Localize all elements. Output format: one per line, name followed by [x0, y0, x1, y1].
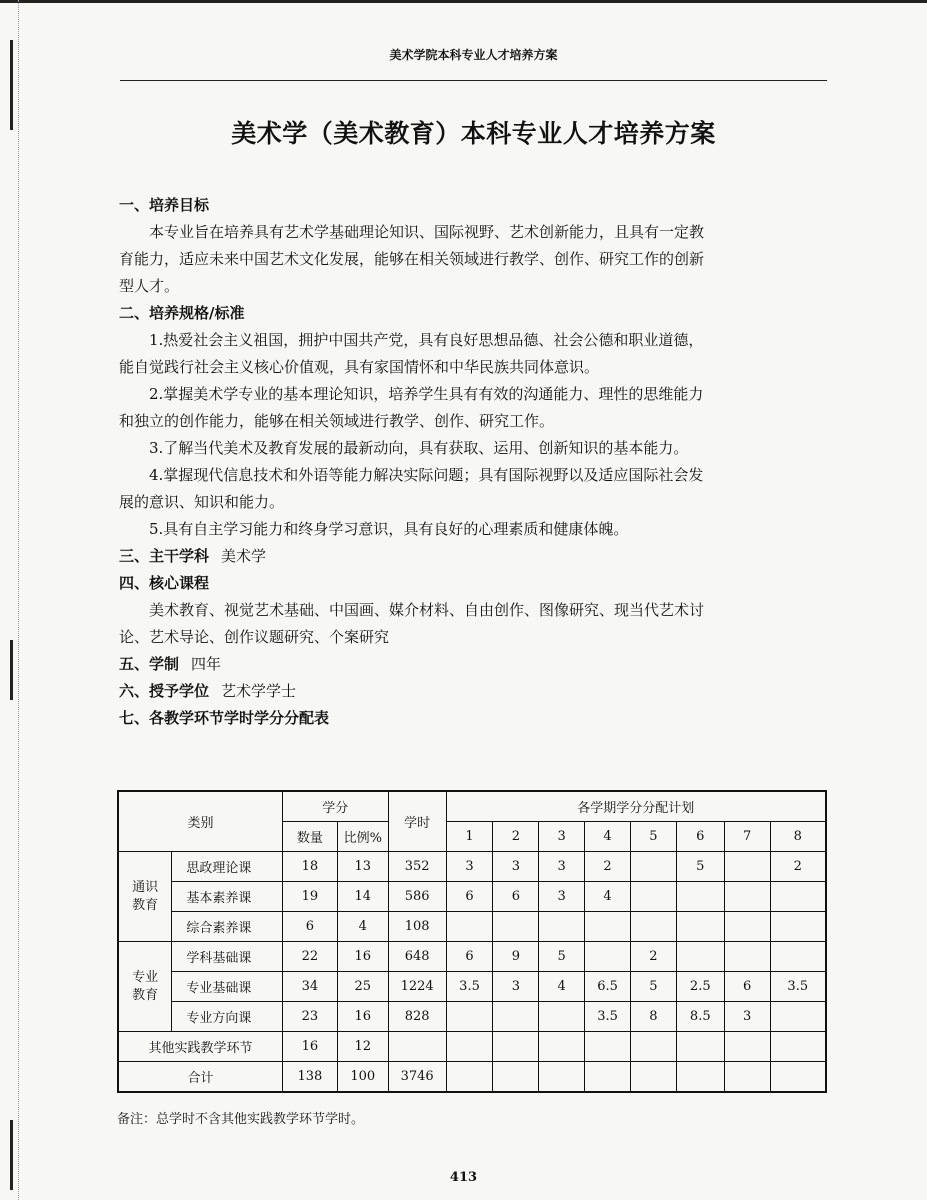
section-heading: 六、授予学位: [119, 682, 210, 700]
semester-credit: 2: [585, 852, 631, 882]
semester-credit: [585, 1032, 631, 1062]
section-heading: 四、核心课程: [119, 574, 210, 592]
course-type: 专业基础课: [172, 972, 283, 1002]
scan-binding-edge: [0, 0, 19, 1200]
header-semester: 3: [539, 822, 585, 852]
semester-credit: [585, 912, 631, 942]
credit-count: 18: [282, 852, 337, 882]
table-footnote: 备注：总学时不含其他实践教学环节学时。: [117, 1112, 365, 1127]
header-semester: 7: [724, 822, 770, 852]
semester-credit: 3.5: [585, 1002, 631, 1032]
semester-credit: [446, 1002, 493, 1032]
header-semester-plan: 各学期学分分配计划: [446, 791, 826, 822]
semester-credit: [493, 912, 539, 942]
credit-count: 22: [282, 942, 337, 972]
text-line: 本专业旨在培养具有艺术学基础理论知识、国际视野、艺术创新能力，且具有一定教: [149, 223, 705, 241]
course-type: 基本素养课: [172, 882, 283, 912]
hours: 648: [388, 942, 446, 972]
semester-credit: [724, 852, 770, 882]
course-type: 学科基础课: [172, 942, 283, 972]
semester-credit: [676, 882, 724, 912]
table-row: [118, 942, 826, 972]
semester-credit: [493, 1062, 539, 1093]
total-hours: 3746: [388, 1062, 446, 1093]
table-row: [118, 1032, 826, 1062]
semester-credit: [493, 1032, 539, 1062]
semester-credit: [446, 1032, 493, 1062]
text-line: 能自觉践行社会主义核心价值观，具有家国情怀和中华民族共同体意识。: [119, 358, 600, 376]
total-credit-ratio: 100: [337, 1062, 388, 1093]
credit-ratio: 4: [337, 912, 388, 942]
semester-credit: [676, 912, 724, 942]
section-value: 四年: [191, 655, 222, 673]
semester-credit: [446, 1062, 493, 1093]
semester-credit: [631, 852, 677, 882]
text-line: 美术教育、视觉艺术基础、中国画、媒介材料、自由创作、图像研究、现当代艺术讨: [149, 601, 705, 619]
semester-credit: 5: [631, 972, 677, 1002]
semester-credit: 8: [631, 1002, 677, 1032]
text-line: 5.具有自主学习能力和终身学习意识，具有良好的心理素质和健康体魄。: [149, 520, 629, 538]
text-line: 育能力，适应未来中国艺术文化发展，能够在相关领域进行教学、创作、研究工作的创新: [119, 250, 705, 268]
semester-credit: [770, 882, 826, 912]
semester-credit: 3: [539, 852, 585, 882]
hours: 352: [388, 852, 446, 882]
text-line: 4.掌握现代信息技术和外语等能力解决实际问题；具有国际视野以及适应国际社会发: [149, 466, 704, 484]
text-line: 论、艺术导论、创作议题研究、个案研究: [119, 628, 390, 646]
semester-credit: 5: [539, 942, 585, 972]
semester-credit: 9: [493, 942, 539, 972]
semester-credit: [724, 942, 770, 972]
total-label: 合计: [118, 1062, 282, 1093]
semester-credit: 6: [724, 972, 770, 1002]
header-semester: 1: [446, 822, 493, 852]
header-ratio: 比例%: [337, 822, 388, 852]
document-body: [119, 192, 827, 732]
group-label: 专业 教育: [118, 942, 172, 1032]
header-rule: [120, 80, 827, 81]
semester-credit: [493, 1002, 539, 1032]
paragraph: [119, 597, 827, 651]
semester-credit: [631, 912, 677, 942]
credit-ratio: 14: [337, 882, 388, 912]
section-heading: 一、培养目标: [119, 196, 210, 214]
semester-credit: [770, 1032, 826, 1062]
table-row: [118, 912, 826, 942]
credit-allocation-table: [117, 790, 827, 1093]
section-value: 美术学: [221, 547, 267, 565]
semester-credit: [631, 1032, 677, 1062]
semester-credit: 6: [446, 942, 493, 972]
semester-credit: [770, 1062, 826, 1093]
table-row: [118, 972, 826, 1002]
semester-credit: [676, 942, 724, 972]
section-heading: 二、培养规格/标准: [119, 304, 245, 322]
credit-ratio: 16: [337, 942, 388, 972]
course-type: 其他实践教学环节: [118, 1032, 282, 1062]
section-row: [119, 651, 827, 678]
semester-credit: 2.5: [676, 972, 724, 1002]
semester-credit: 4: [585, 882, 631, 912]
semester-credit: 3: [493, 972, 539, 1002]
semester-credit: 6: [493, 882, 539, 912]
semester-credit: [539, 912, 585, 942]
semester-credit: 2: [770, 852, 826, 882]
semester-credit: [446, 912, 493, 942]
course-type: 综合素养课: [172, 912, 283, 942]
header-semester: 2: [493, 822, 539, 852]
semester-credit: [539, 1062, 585, 1093]
credit-ratio: 25: [337, 972, 388, 1002]
semester-credit: [585, 942, 631, 972]
text-line: 和独立的创作能力，能够在相关领域进行教学、创作、研究工作。: [119, 412, 555, 430]
table-row: [118, 882, 826, 912]
paragraph: [119, 327, 827, 543]
scan-top-border: [0, 0, 927, 3]
scan-mark: [10, 40, 13, 130]
semester-credit: [539, 1032, 585, 1062]
semester-credit: 6: [446, 882, 493, 912]
semester-credit: [676, 1032, 724, 1062]
semester-credit: 5: [676, 852, 724, 882]
semester-credit: [724, 912, 770, 942]
table-row: [118, 852, 826, 882]
credit-ratio: 13: [337, 852, 388, 882]
section-heading: 五、学制: [119, 655, 180, 673]
header-semester: 8: [770, 822, 826, 852]
total-credit-count: 138: [282, 1062, 337, 1093]
table-header-row: [118, 791, 826, 822]
section-heading: 七、各教学环节学时学分分配表: [119, 709, 330, 727]
header-semester: 4: [585, 822, 631, 852]
course-type: 专业方向课: [172, 1002, 283, 1032]
semester-credit: [770, 1002, 826, 1032]
table-total-row: [118, 1062, 826, 1093]
semester-credit: [724, 1062, 770, 1093]
credit-count: 6: [282, 912, 337, 942]
semester-credit: 3: [493, 852, 539, 882]
semester-credit: 2: [631, 942, 677, 972]
text-line: 2.掌握美术学专业的基本理论知识，培养学生具有有效的沟通能力、理性的思维能力: [149, 385, 704, 403]
hours: 108: [388, 912, 446, 942]
semester-credit: 3: [539, 882, 585, 912]
credit-count: 16: [282, 1032, 337, 1062]
semester-credit: 6.5: [585, 972, 631, 1002]
header-count: 数量: [282, 822, 337, 852]
header-credits: 学分: [282, 791, 388, 822]
scan-mark: [10, 640, 13, 700]
semester-credit: 3: [724, 1002, 770, 1032]
table-row: [118, 1002, 826, 1032]
header-semester: 6: [676, 822, 724, 852]
hours: 1224: [388, 972, 446, 1002]
semester-credit: 3.5: [446, 972, 493, 1002]
credit-ratio: 12: [337, 1032, 388, 1062]
section-row: [119, 678, 827, 705]
semester-credit: [676, 1062, 724, 1093]
page-number: 413: [449, 1170, 478, 1185]
semester-credit: 3: [446, 852, 493, 882]
credit-ratio: 16: [337, 1002, 388, 1032]
hours: 828: [388, 1002, 446, 1032]
credit-count: 34: [282, 972, 337, 1002]
text-line: 3.了解当代美术及教育发展的最新动向，具有获取、运用、创新知识的基本能力。: [149, 439, 689, 457]
course-type: 思政理论课: [172, 852, 283, 882]
semester-credit: [631, 1062, 677, 1093]
semester-credit: [770, 942, 826, 972]
semester-credit: 3.5: [770, 972, 826, 1002]
text-line: 1.热爱社会主义祖国，拥护中国共产党，具有良好思想品德、社会公德和职业道德，: [149, 331, 704, 349]
text-line: 型人才。: [119, 277, 180, 295]
semester-credit: [770, 912, 826, 942]
section-row: [119, 543, 827, 570]
credit-count: 19: [282, 882, 337, 912]
document-title: 美术学（美术教育）本科专业人才培养方案: [231, 119, 716, 148]
semester-credit: [539, 1002, 585, 1032]
hours: 586: [388, 882, 446, 912]
running-head: 美术学院本科专业人才培养方案: [389, 48, 558, 62]
semester-credit: [631, 882, 677, 912]
group-label: 通识 教育: [118, 852, 172, 942]
semester-credit: [585, 1062, 631, 1093]
semester-credit: [724, 1032, 770, 1062]
section-value: 艺术学学士: [221, 682, 297, 700]
text-line: 展的意识、知识和能力。: [119, 493, 285, 511]
header-semester: 5: [631, 822, 677, 852]
section-heading: 三、主干学科: [119, 547, 210, 565]
header-hours: 学时: [388, 791, 446, 852]
paragraph: [119, 219, 827, 300]
hours: [388, 1032, 446, 1062]
credit-count: 23: [282, 1002, 337, 1032]
semester-credit: [724, 882, 770, 912]
semester-credit: 4: [539, 972, 585, 1002]
header-category: 类别: [118, 791, 282, 852]
semester-credit: 8.5: [676, 1002, 724, 1032]
